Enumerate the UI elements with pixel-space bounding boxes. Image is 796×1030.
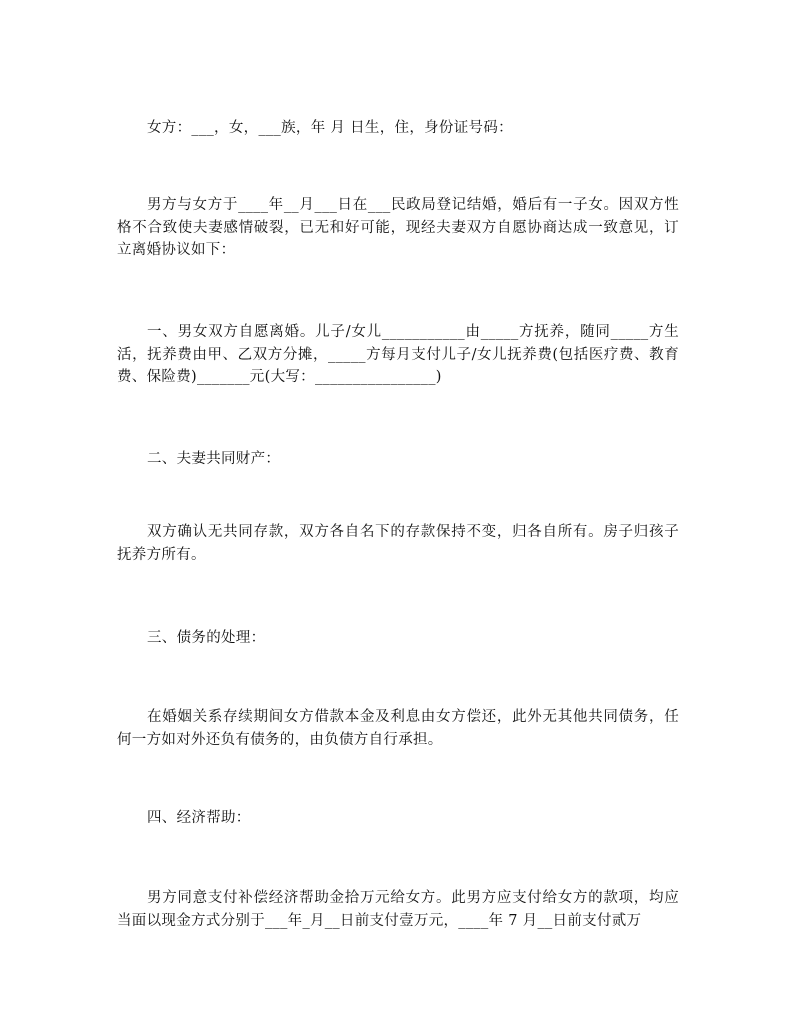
clause-2-body: 双方确认无共同存款，双方各自名下的存款保持不变，归各自所有。房子归孩子抚养方所有。 bbox=[117, 524, 679, 563]
clause-1-divorce-custody: 一、男女双方自愿离婚。儿子/女儿___________由_____方抚养，随同_____方生活，抚养费由甲、乙双方分摊，_____方每月支付儿子/女儿抚养费(包括医疗费、教育费、保险费)_______元(大写：________________) bbox=[117, 324, 679, 385]
marriage-background-paragraph: 男方与女方于____年__月___日在___民政局登记结婚，婚后有一子女。因双方性格不合致使夫妻感情破裂，已无和好可能，现经夫妻双方自愿协商达成一致意见，订立离婚协议如下： bbox=[117, 197, 679, 258]
clause-4-heading: 四、经济帮助： bbox=[147, 810, 251, 826]
clause-2-heading: 二、夫妻共同财产： bbox=[147, 451, 281, 467]
clause-3-heading: 三、债务的处理： bbox=[147, 630, 266, 646]
party-female-info: 女方：___，女，___族，年 月 日生，住，身份证号码： bbox=[147, 120, 513, 136]
clause-3-body: 在婚姻关系存续期间女方借款本金及利息由女方偿还，此外无其他共同债务，任何一方如对外还负有债务的，由负债方自行承担。 bbox=[117, 709, 679, 748]
clause-4-body: 男方同意支付补偿经济帮助金拾万元给女方。此男方应支付给女方的款项，均应当面以现金方式分别于___年_月__日前支付壹万元，____年 7 月__日前支付贰万 bbox=[117, 890, 679, 929]
